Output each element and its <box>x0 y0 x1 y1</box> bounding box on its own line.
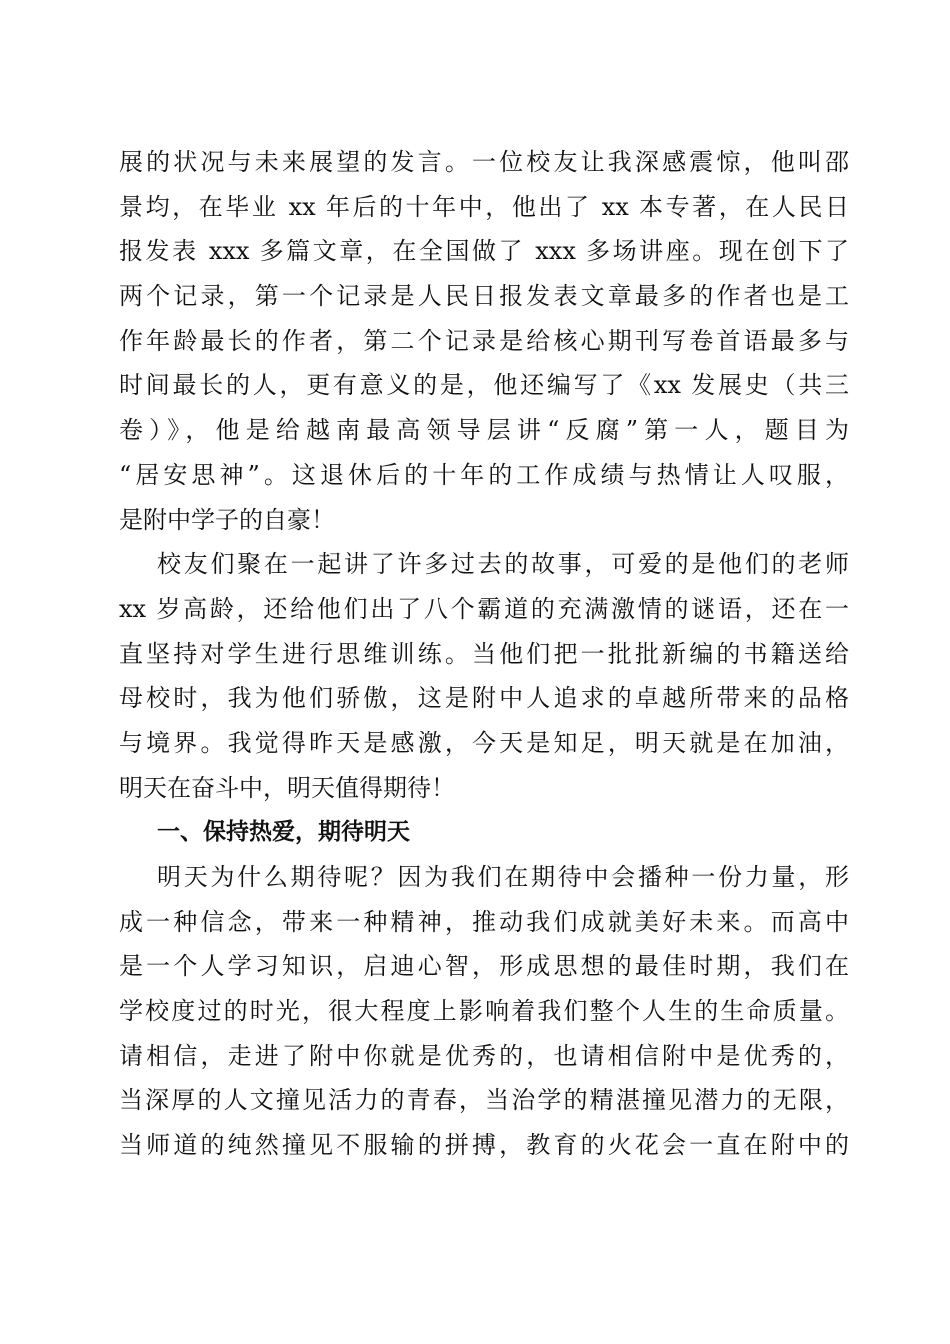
paragraph-line: 作年龄最长的作者，第二个记录是给核心期刊写卷首语最多与 <box>119 326 849 355</box>
paragraph-line: 是一个人学习知识，启迪心智，形成思想的最佳时期，我们在 <box>119 952 849 981</box>
paragraph-line: 请相信，走进了附中你就是优秀的，也请相信附中是优秀的， <box>119 1041 849 1070</box>
paragraph-line: 学校度过的时光，很大程度上影响着我们整个人生的生命质量。 <box>119 997 849 1026</box>
paragraph-line: 是附中学子的自豪！ <box>119 505 335 534</box>
paragraph-line: 展的状况与未来展望的发言。一位校友让我深感震惊，他叫邵 <box>119 148 849 176</box>
paragraph-line: 报发表 xxx 多篇文章，在全国做了 xxx 多场讲座。现在创下了 <box>119 237 849 266</box>
paragraph-line: 明天在奋斗中，明天值得期待！ <box>119 773 455 802</box>
paragraph-line: 明天为什么期待呢？因为我们在期待中会播种一份力量，形 <box>157 863 849 891</box>
body-text <box>119 140 849 1168</box>
paragraph-line: 直坚持对学生进行思维训练。当他们把一批批新编的书籍送给 <box>119 639 849 668</box>
paragraph-line: 卷）》，他是给越南最高领导层讲“反腐”第一人，题目为 <box>119 416 849 445</box>
paragraph-line: 时间最长的人，更有意义的是，他还编写了《xx 发展史（共三 <box>119 371 849 400</box>
paragraph-line: xx 岁高龄，还给他们出了八个霸道的充满激情的谜语，还在一 <box>119 594 849 623</box>
paragraph-line: 母校时，我为他们骄傲，这是附中人追求的卓越所带来的品格 <box>119 684 849 713</box>
paragraph-line: 当师道的纯然撞见不服输的拼搏，教育的火花会一直在附中的 <box>119 1131 849 1160</box>
section-heading: 一、保持热爱，期待明天 <box>157 819 410 846</box>
paragraph-line: 两个记录，第一个记录是人民日报发表文章最多的作者也是工 <box>119 282 849 311</box>
paragraph-line: 校友们聚在一起讲了许多过去的故事，可爱的是他们的老师 <box>157 550 849 579</box>
paragraph-line: 当深厚的人文撞见活力的青春，当治学的精湛撞见潜力的无限， <box>119 1086 849 1115</box>
paragraph-line: 成一种信念，带来一种精神，推动我们成就美好未来。而高中 <box>119 907 849 936</box>
paragraph-line: 与境界。我觉得昨天是感激，今天是知足，明天就是在加油， <box>119 728 849 757</box>
paragraph-line: “居安思神”。这退休后的十年的工作成绩与热情让人叹服， <box>119 460 849 489</box>
paragraph-line: 景均，在毕业 xx 年后的十年中，他出了 xx 本专著，在人民日 <box>119 192 849 221</box>
